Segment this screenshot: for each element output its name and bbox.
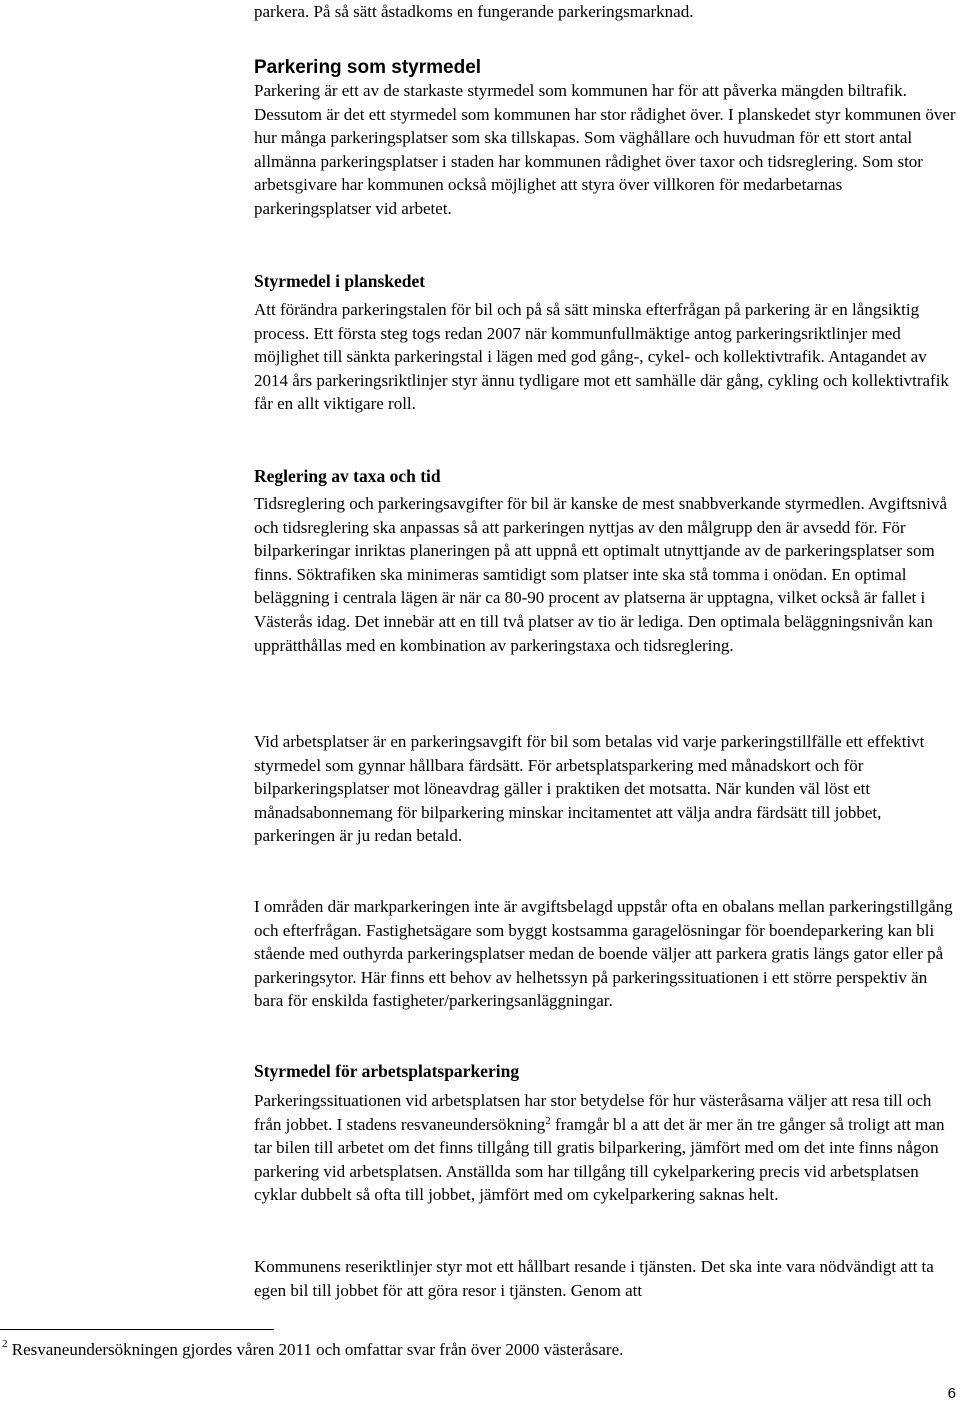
paragraph-taxa-och-tid-1: Tidsreglering och parkeringsavgifter för bil är kanske de mest snabbverkande styrmedlen. Avgiftsnivå och tidsreglering ska anpassas så att parkeringen nyttjas av den målgrupp den är avsedd för. För bilparkeringar inriktas planeringen på att uppnå ett optimalt utnyttjande av de parkeringsplatser som finns. Söktrafiken ska minimeras samtidigt som platser inte ska stå tomma i onödan. En optimal beläggning i centrala lägen är när ca 80-90 procent av platserna är upptagna, vilket också är fallet i Västerås idag. Det innebär att en till två platser av tio är lediga. Den optimala beläggningsnivån kan upprätthållas med en kombination av parkeringstaxa och tidsreglering. [254, 494, 948, 655]
intro-paragraph: parkera. På så sätt åstadkoms en fungerande parkeringsmarknad. [254, 2, 694, 21]
paragraph-parkering-som-styrmedel: Parkering är ett av de starkaste styrmedel som kommunen har för att påverka mängden biltrafik. Dessutom är det ett styrmedel som kommunen har stor rådighet över. I planskedet styr kommunen över hur många parkeringsplatser som ska tillskapas. Som väghållare och huvudman för ett stort antal allmänna parkeringsplatser i staden har kommunen rådighet över taxor och tidsreglering. Som stor arbetsgivare har kommunen också möjlighet att styra över villkoren för medarbetarnas parkeringsplatser vid arbetet. [254, 81, 956, 218]
paragraph-arbetsplatsparkering-2: Kommunens reseriktlinjer styr mot ett hållbart resande i tjänsten. Det ska inte vara nödvändigt att ta egen bil till jobbet för att göra resor i tjänsten. Genom att [254, 1257, 934, 1300]
paragraph-text-before-ref: Parkeringssituationen vid arbetsplatsen har stor betydelse för hur västeråsarna väljer att resa till och från jobbet. I stadens resvaneundersökning [254, 1091, 932, 1134]
footnote-reference[interactable]: 2 [545, 1114, 551, 1127]
footnote-number: 2 [2, 1338, 8, 1350]
paragraph-text-after-ref: framgår bl a att det är mer än tre gånger så troligt att man tar bilen till arbetet om det finns tillgång till gratis bilparkering, jämfört med om det inte finns någon parkering vid arbetsplatsen. Anställda som har tillgång till cykelparkering precis vid arbetsplatsen cyklar dubbelt så ofta till jobbet, jämfört med om cykelparkering saknas helt. [254, 1114, 945, 1205]
paragraph-taxa-och-tid-2: Vid arbetsplatser är en parkeringsavgift för bil som betalas vid varje parkeringstillfälle ett effektivt styrmedel som gynnar hållbara färdsätt. För arbetsplatsparkering med månadskort och för bilparkeringsplatser mot löneavdrag gäller i praktiken det motsatta. När kunden väl löst ett månadsabonnemang för bilparkering minskar incitamentet att välja andra färdsätt till jobbet, parkeringen är ju redan betald. [254, 732, 925, 846]
heading-parkering-som-styrmedel: Parkering som styrmedel [254, 57, 482, 78]
heading-styrmedel-for-arbetsplatsparkering: Styrmedel för arbetsplatsparkering [254, 1061, 520, 1081]
footnote-text: Resvaneundersökningen gjordes våren 2011 och omfattar svar från över 2000 västeråsare. [7, 1340, 624, 1359]
footnote [2, 1338, 623, 1361]
heading-reglering-av-taxa-och-tid: Reglering av taxa och tid [254, 466, 441, 486]
paragraph-taxa-och-tid-3: I områden där markparkeringen inte är avgiftsbelagd uppstår ofta en obalans mellan parkeringstillgång och efterfrågan. Fastighetsägare som byggt kostsamma garagelösningar för boendeparkering kan bli stående med outhyrda parkeringsplatser medan de boende väljer att parkera gratis längs gator eller på parkeringsytor. Här finns ett behov av helhetssyn på parkeringssituationen i ett större perspektiv än bara för enskilda fastigheter/parkeringsanläggningar. [254, 897, 953, 1011]
paragraph-arbetsplatsparkering-1 [254, 1089, 960, 1207]
footnote-divider [0, 1329, 274, 1330]
page-number: 6 [947, 1385, 956, 1402]
paragraph-styrmedel-i-planskedet: Att förändra parkeringstalen för bil och på så sätt minska efterfrågan på parkering är en långsiktig process. Ett första steg togs redan 2007 när kommunfullmäktige antog parkeringsriktlinjer med möjlighet till sänkta parkeringstal i lägen med god gång-, cykel- och kollektivtrafik. Antagandet av 2014 års parkeringsriktlinjer styr ännu tydligare mot ett samhälle där gång, cykling och kollektivtrafik får en allt viktigare roll. [254, 300, 949, 414]
heading-styrmedel-i-planskedet: Styrmedel i planskedet [254, 271, 426, 291]
